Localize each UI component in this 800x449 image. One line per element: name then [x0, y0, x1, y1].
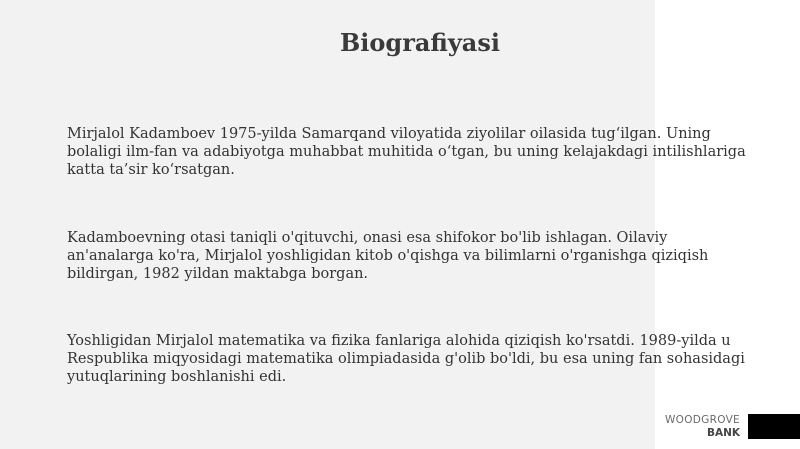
woodgrove-bank-logo [652, 414, 740, 444]
logo-line-woodgrove: WOODGROVE [664, 414, 740, 426]
paragraph-1: Mirjalol Kadamboev 1975-yilda Samarqand viloyatida ziyolilar oilasida tug‘ilgan. Uning bolaligi ilm-fan va adabiyotga muhabbat muhitida o‘tgan, bu uning kelajakdagi intilishlariga katta ta’sir ko‘rsatgan. [67, 126, 746, 178]
logo-block [748, 414, 800, 439]
paragraph-2: Kadamboevning otasi taniqli o'qituvchi, onasi esa shifokor bo'lib ishlagan. Oilaviy an'analarga ko'ra, Mirjalol yoshligidan kitob o'qishga va bilimlarni o'rganishga qiziqish bildirgan, 1982 yildan maktabga borgan. [67, 230, 709, 282]
slide-title: Biografiyasi [340, 28, 500, 57]
paragraph-3: Yoshligidan Mirjalol matematika va fizika fanlariga alohida qiziqish ko'rsatdi. 1989-yilda u Respublika miqyosidagi matematika olimpiadasida g'olib bo'ldi, bu esa uning fan sohasidagi yutuqlarining boshlanishi edi. [67, 333, 745, 385]
logo-line-bank: BANK [706, 427, 740, 439]
